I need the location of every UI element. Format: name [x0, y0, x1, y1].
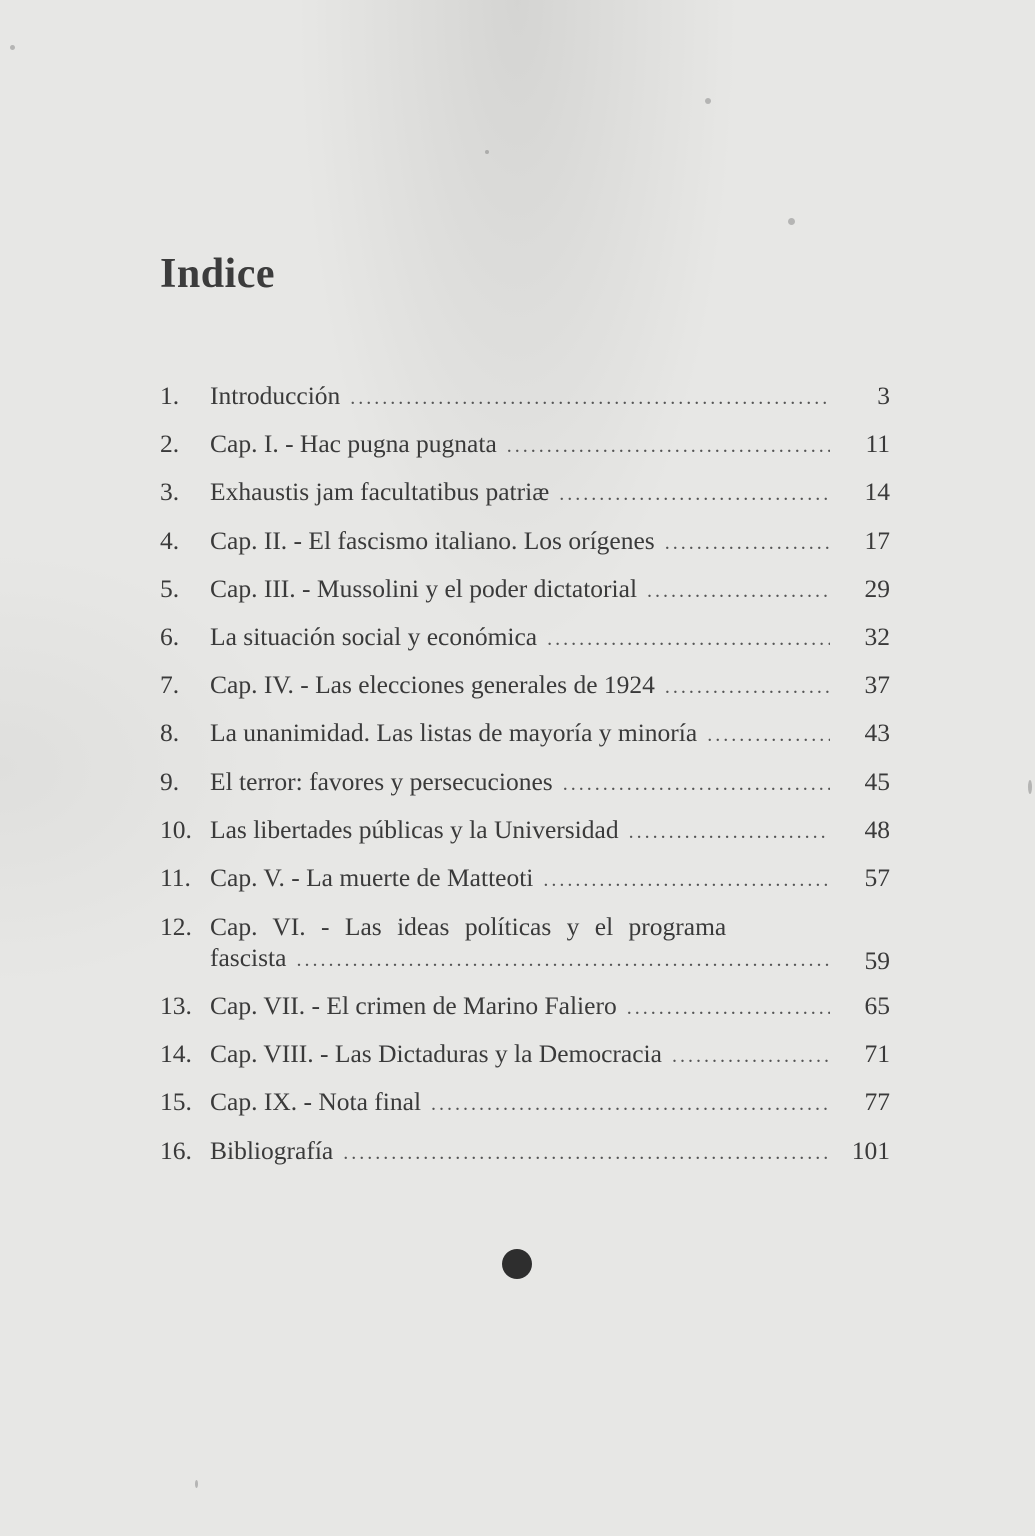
toc-entry[interactable]: [160, 758, 890, 806]
paper-speck: [10, 45, 15, 50]
entry-page-number: 14: [864, 477, 890, 507]
entry-label: La situación social y económica: [210, 621, 538, 651]
entry-number: 8.: [160, 718, 180, 748]
toc-entry[interactable]: [160, 468, 890, 516]
entry-page-number: 77: [864, 1087, 890, 1117]
dot-leader: [647, 567, 830, 615]
entry-label: Cap. II. - El fascismo italiano. Los orígenes: [210, 525, 655, 555]
entry-label: El terror: favores y persecuciones: [210, 766, 553, 796]
dot-leader: [665, 663, 830, 711]
entry-number: 16.: [160, 1135, 192, 1165]
entry-number: 4.: [160, 525, 180, 555]
entry-page-number: 17: [864, 525, 890, 555]
entry-label: Bibliografía: [210, 1135, 334, 1165]
dot-leader: [563, 760, 830, 808]
toc-entry[interactable]: [160, 372, 890, 420]
toc-entry[interactable]: [160, 420, 890, 468]
entry-page-number: 59: [864, 946, 890, 976]
paper-speck: [485, 150, 489, 154]
entry-number: 14.: [160, 1039, 192, 1069]
toc-entry[interactable]: [160, 902, 890, 982]
entry-label: Cap. VIII. - Las Dictaduras y la Democracia: [210, 1039, 662, 1069]
entry-label: Exhaustis jam facultatibus patriæ: [210, 477, 550, 507]
dot-leader: [507, 422, 830, 470]
dot-leader: [547, 615, 830, 663]
entry-label: Cap. IX. - Nota final: [210, 1087, 422, 1117]
entry-page-number: 3: [877, 381, 890, 410]
dot-leader: [707, 711, 830, 759]
paper-speck: [705, 98, 711, 104]
entry-page-number: 65: [864, 991, 890, 1021]
dot-leader: [296, 945, 830, 976]
entry-label: Cap. IV. - Las elecciones generales de 1924: [210, 670, 655, 700]
entry-label-line-1: Cap. VI. - Las ideas políticas y el programa: [210, 912, 727, 942]
entry-label: Cap. III. - Mussolini y el poder dictatorial: [210, 573, 638, 603]
toc-entry[interactable]: [160, 661, 890, 709]
paper-speck: [195, 1480, 198, 1488]
entry-number: 9.: [160, 766, 180, 796]
paper-speck: [788, 218, 795, 225]
paper-speck: [1028, 780, 1032, 794]
entry-number: 2.: [160, 429, 180, 459]
toc-entry[interactable]: [160, 854, 890, 902]
toc-entry[interactable]: [160, 565, 890, 613]
bullet-ornament-icon: [502, 1249, 532, 1279]
entry-page-number: 45: [864, 766, 890, 796]
dot-leader: [559, 470, 830, 518]
entry-label: Cap. V. - La muerte de Matteoti: [210, 862, 534, 892]
entry-number: 12.: [160, 912, 192, 942]
dot-leader: [629, 808, 830, 856]
entry-number: 11.: [160, 862, 191, 892]
entry-page-number: 71: [864, 1039, 890, 1069]
entry-number: 3.: [160, 477, 180, 507]
table-of-contents: [160, 372, 890, 1175]
entry-page-number: 43: [864, 718, 890, 748]
entry-label: Cap. I. - Hac pugna pugnata: [210, 429, 497, 459]
entry-number: 15.: [160, 1087, 192, 1117]
entry-number: 5.: [160, 573, 180, 603]
dot-leader: [543, 856, 830, 904]
dot-leader: [350, 374, 830, 422]
entry-label: La unanimidad. Las listas de mayoría y minoría: [210, 718, 698, 748]
dot-leader: [343, 1129, 830, 1177]
toc-entry[interactable]: [160, 1078, 890, 1126]
toc-entry[interactable]: [160, 613, 890, 661]
entry-number: 6.: [160, 621, 180, 651]
toc-entry[interactable]: [160, 1030, 890, 1078]
entry-label: Introducción: [210, 381, 341, 410]
entry-page-number: 11: [865, 429, 890, 459]
dot-leader: [665, 519, 830, 567]
toc-entry[interactable]: [160, 1127, 890, 1175]
dot-leader: [672, 1032, 830, 1080]
entry-label: Cap. VII. - El crimen de Marino Faliero: [210, 991, 617, 1021]
toc-entry[interactable]: [160, 709, 890, 757]
toc-entry[interactable]: [160, 982, 890, 1030]
entry-page-number: 57: [864, 862, 890, 892]
entry-number: 10.: [160, 814, 192, 844]
entry-page-number: 32: [864, 621, 890, 651]
entry-number: 1.: [160, 381, 180, 410]
index-title: Indice: [160, 251, 276, 297]
entry-number: 13.: [160, 991, 192, 1021]
entry-page-number: 48: [864, 814, 890, 844]
toc-entry[interactable]: [160, 806, 890, 854]
toc-entry[interactable]: [160, 517, 890, 565]
entry-page-number: 29: [864, 573, 890, 603]
entry-label-line-2: fascista: [210, 943, 287, 973]
entry-page-number: 101: [851, 1135, 890, 1165]
dot-leader: [431, 1080, 830, 1128]
entry-page-number: 37: [864, 670, 890, 700]
entry-label: Las libertades públicas y la Universidad: [210, 814, 619, 844]
entry-number: 7.: [160, 670, 180, 700]
dot-leader: [627, 984, 830, 1032]
